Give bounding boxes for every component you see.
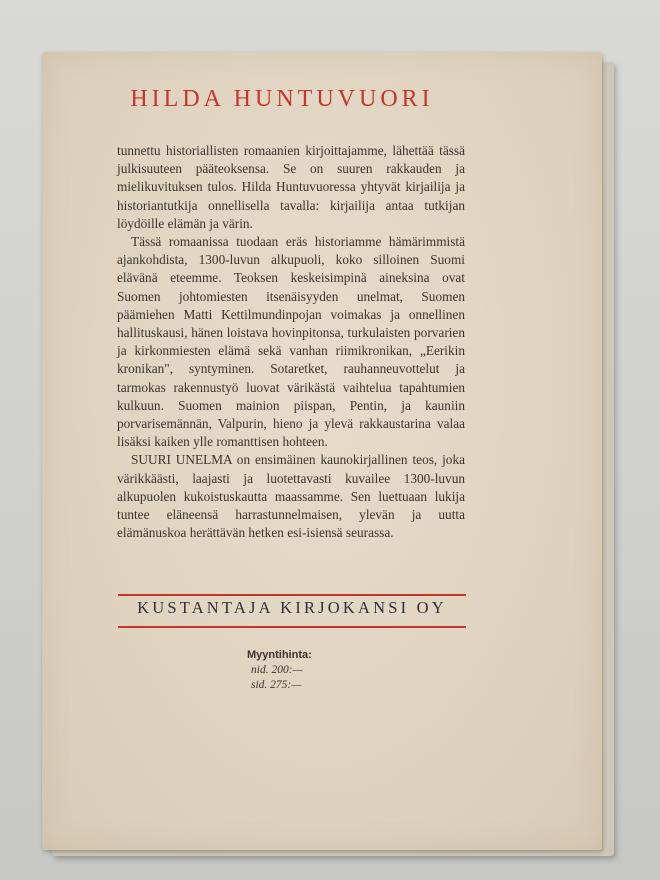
blurb-paragraph-3: SUURI UNELMA on ensimäinen kaunokirjallinen teos, joka värikkäästi, laajasti ja luotettavasti kuvailee 1300-luvun alkupuolen kukoistuskautta maassamme. Sen luettuaan lukija tuntee eläneensä harrastunnelmaisen, ylevän ja uutta elämänuskoa herättävän hetken esi-isiensä seurassa. [117, 452, 465, 541]
price-row-paperback: nid. 200:— [251, 664, 303, 676]
publisher-rule-bottom [118, 626, 466, 628]
blurb-text [117, 142, 465, 542]
price-row-hardcover: sid. 275:— [251, 679, 302, 691]
author-name: HILDA HUNTUVUORI [130, 86, 434, 112]
publisher-name: KUSTANTAJA KIRJOKANSI OY [137, 598, 447, 617]
price-heading: Myyntihinta: [247, 649, 312, 661]
price-block [247, 648, 387, 693]
publisher-rule-top [118, 594, 466, 596]
blurb-paragraph-1: tunnettu historiallisten romaanien kirjoittajamme, lähettää tässä julkisuuteen pääteoksensa. Se on suuren rakkauden ja mielikuvituksen tulos. Hilda Huntuvuoressa yhtyvät kirjailija ja historiantutkija onnellisella tavalla: kirjailija antaa tutkijan löydöille elämän ja värin. [117, 143, 465, 231]
blurb-paragraph-2: Tässä romaanissa tuodaan eräs historiamme hämärimmistä ajankohdista, 1300-luvun alkupuoli, koko silloinen Suomi elävänä eteemme. Teoksen keskeisimpinä aineksina ovat Suomen johtomiesten itsenäisyyden unelmat, Suomen päämiehen Matti Kettilmundinpojan voimakas ja onnellinen hallituskausi, hänen loistava hovinpitonsa, turkulaisten porvarien ja kirkonmiesten elämä sekä vanhan riimikronikan, „Eerikin kronikan", syntyminen. Sotaretket, rauhanneuvottelut ja tarmokas rakennustyö luovat värikästä vaihtelua tapahtumien kulkuun. Suomen mainion piispan, Pentin, ja kauniin porvarisemännän, Valpurin, hieno ja ylevä rakkaustarina valaa lisäksi kaiken ylle romanttisen hohteen. [117, 234, 465, 450]
